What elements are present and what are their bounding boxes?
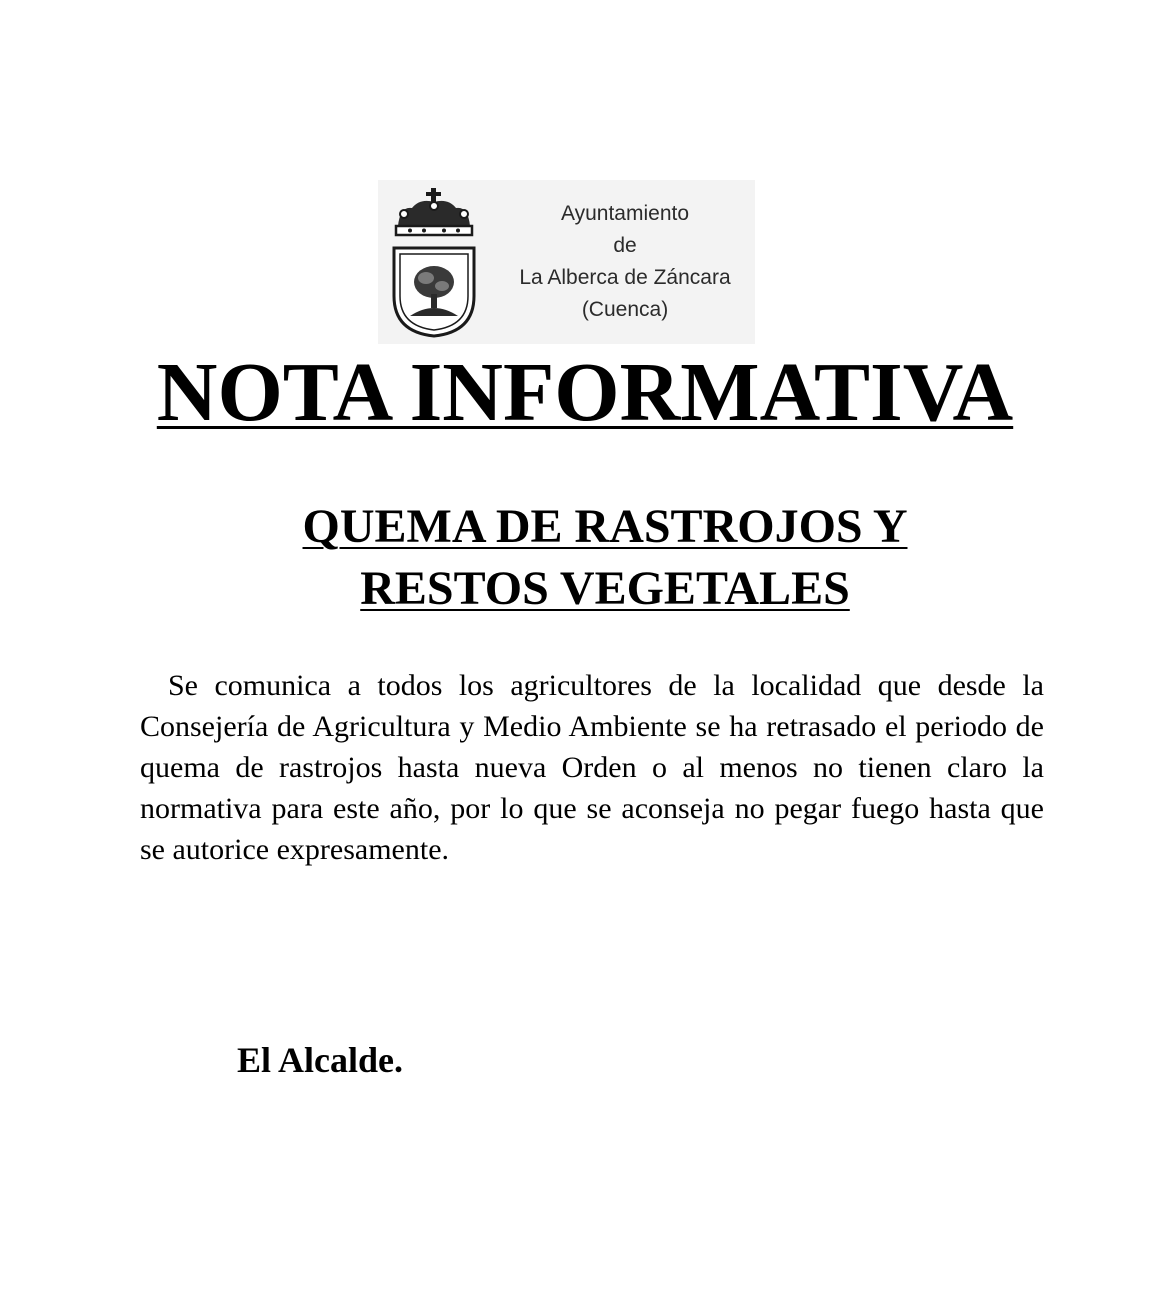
subtitle-line-2: RESTOS VEGETALES xyxy=(360,562,850,615)
subtitle xyxy=(210,496,1000,620)
notice-body: Se comunica a todos los agricultores de la localidad que desde la Consejería de Agricultura y Medio Ambiente se ha retrasado el periodo de quema de rastrojos hasta nueva Orden o al menos no tienen claro la normativa para este año, por lo que se aconseja no pegar fuego hasta que se autorice expresamente. xyxy=(140,669,1044,866)
logo-line-3: La Alberca de Záncara xyxy=(519,266,731,289)
subtitle-line-1-wrap xyxy=(210,496,1000,558)
signature: El Alcalde. xyxy=(237,1040,404,1080)
logo-line-2: de xyxy=(613,234,637,257)
logo-line-1: Ayuntamiento xyxy=(560,202,690,225)
logo-line-4: (Cuenca) xyxy=(581,298,669,321)
page-title-text: NOTA INFORMATIVA xyxy=(156,346,1014,439)
logo-text xyxy=(496,198,754,326)
coat-of-arms-icon xyxy=(390,186,478,338)
subtitle-line-1: QUEMA DE RASTROJOS Y xyxy=(302,500,908,553)
subtitle-line-2-wrap xyxy=(210,558,1000,620)
page-title xyxy=(0,343,1170,443)
municipal-logo xyxy=(378,180,755,344)
